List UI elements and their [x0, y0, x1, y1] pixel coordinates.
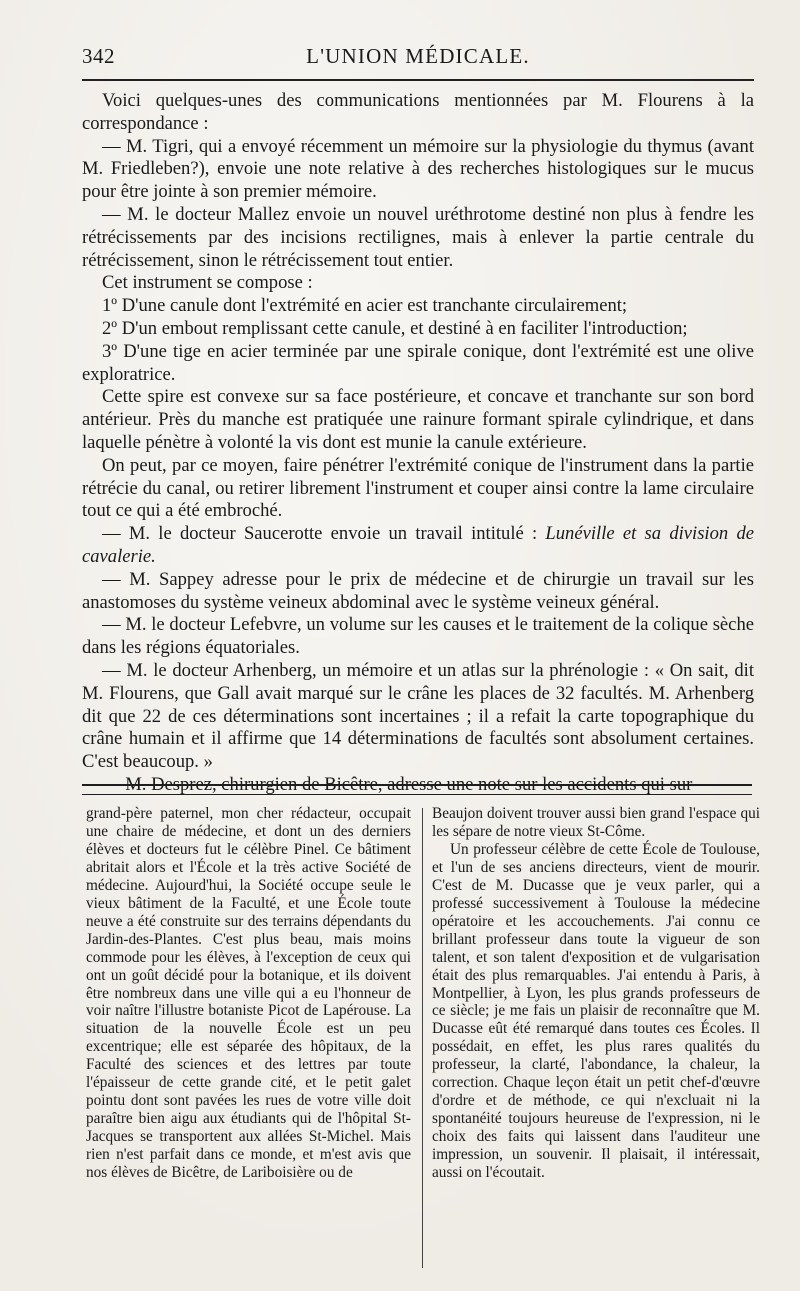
page-header [82, 44, 754, 72]
feuilleton-left-column [86, 805, 411, 1283]
list-item: 1º D'une canule dont l'extrémité en acier est tranchante circulairement; [102, 295, 628, 317]
paragraph: — M. le docteur Lefebvre, un volume sur les causes et le traitement de la colique sèche dans les régions équatoriales. [82, 614, 754, 659]
page-number: 342 [82, 44, 115, 68]
paragraph: Cet instrument se compose : [102, 272, 313, 294]
paragraph: — M. Sappey adresse pour le prix de médecine et de chirurgie un travail sur les anastomoses du système veineux abdominal avec le système veineux général. [82, 568, 754, 613]
column-divider [422, 808, 423, 1268]
paragraph: Voici quelques-unes des communications mentionnées par M. Flourens à la correspondance : [82, 90, 754, 134]
feuilleton-separator [82, 784, 752, 795]
paragraph: grand-père paternel, mon cher rédacteur, occupait une chaire de médecine, et dont un des derniers élèves et docteurs fut le célèbre Pinel. Ce bâtiment abritait alors et l'École et la très active Société de médecine. Aujourd'hui, la Société occupe seule le vieux bâtiment de la Faculté, et une École toute neuve a été construite sur des terrains dépendants du Jardin-des-Plantes. C'est plus beau, mais moins commode pour les élèves, à l'exception de ceux qui ont un goût décidé pour la botanique, et ils doivent être nombreux dans une ville qui a eu l'honneur de voir naître l'illustre botaniste Picot de Lapérouse. La situation de la nouvelle École est un peu excentrique; elle est séparée des hôpitaux, de la Faculté des sciences et des lettres par toute l'épaisseur de cette grande cité, et le petit galet pointu dont sont pavées les rues de votre ville doit paraître bien aigu aux étudiants qui de l'hôpital St-Jacques se transportent aux allées St-Michel. Mais rien n'est parfait dans ce monde, et m'est avis que nos élèves de Bicêtre, de Lariboisière ou de [86, 805, 411, 1182]
paragraph: Un professeur célèbre de cette École de Toulouse, et l'un de ses anciens directeurs, vient de mourir. C'est de M. Ducasse que je veux parler, qui a professé successivement à Toulouse la médecine opératoire et les accouchements. J'ai connu ce brillant professeur dans toute la vigueur de son talent, et son talent d'exposition et de vulgarisation était des plus remarquables. J'ai entendu à Paris, à Montpellier, à Lyon, les plus grands professeurs de ce siècle; je me fais un plaisir de reconnaître que M. Ducasse eût été remarqué dans toutes ces Écoles. Il possédait, en effet, les plus rares qualités du professeur, la clarté, l'abondance, la chaleur, la correction. Chaque leçon était un petit chef-d'œuvre d'ordre et de méthode, ce qui n'excluait ni la spontanéité toujours heureuse de l'expression, ni le choix des faits qui laissent dans l'auditeur une impression, un souvenir. Il plaisait, il intéressait, aussi on l'écoutait. [432, 840, 760, 1182]
paragraph: — M. Desprez, chirurgien de Bicêtre, adresse une note sur les accidents qui sur- [102, 773, 699, 795]
paragraph: Cette spire est convexe sur sa face postérieure, et concave et tranchante sur son bord antérieur. Près du manche est pratiquée une rainure formant spirale cylindrique, et dans laquelle pénètre à volonté la vis dont est munie la canule extérieure. [82, 386, 754, 453]
running-title: L'UNION MÉDICALE. [306, 44, 530, 68]
paragraph: — M. Tigri, qui a envoyé récemment un mémoire sur la physiologie du thymus (avant M. Friedleben?), envoie une note relative à des recherches histologiques sur le mucus pour être jointe à son premier mémoire. [82, 135, 754, 203]
list-item: 2º D'un embout remplissant cette canule, et destiné à en faciliter l'introduction; [102, 317, 688, 339]
main-article [82, 90, 754, 795]
paragraph: Beaujon doivent trouver aussi bien grand l'espace qui les sépare de notre vieux St-Côme. [432, 805, 760, 840]
list-item: 3º D'une tige en acier terminée par une spirale conique, dont l'extrémité est une olive exploratrice. [82, 340, 754, 385]
paragraph: — M. le docteur Mallez envoie un nouvel uréthrotome destiné non plus à fendre les rétrécissements par des incisions rectilignes, mais à enlever la partie centrale du rétrécissement, sinon le rétrécissement tout entier. [82, 203, 754, 271]
paragraph: On peut, par ce moyen, faire pénétrer l'extrémité conique de l'instrument dans la partie rétrécie du canal, ou retirer librement l'instrument et couper ainsi contre la lame circulaire tout ce qui a été embroché. [82, 454, 754, 522]
header-rule [82, 79, 754, 81]
paragraph: — M. le docteur Arhenberg, un mémoire et un atlas sur la phrénologie : « On sait, dit M. Flourens, que Gall avait marqué sur le crâne les places de 32 facultés. M. Arhenberg dit que 22 de ces déterminations sont incertaines ; il a refait la carte topographique du crâne humain et il affirme que 14 déterminations de facultés sont absolument certaines. C'est beaucoup. » [82, 659, 754, 773]
paragraph-saucerotte [82, 523, 754, 569]
feuilleton-right-column [432, 805, 760, 1283]
work-title: Lunéville et sa division de cavalerie. [82, 523, 754, 567]
paragraph-text: — M. le docteur Saucerotte envoie un travail intitulé : [102, 523, 546, 545]
